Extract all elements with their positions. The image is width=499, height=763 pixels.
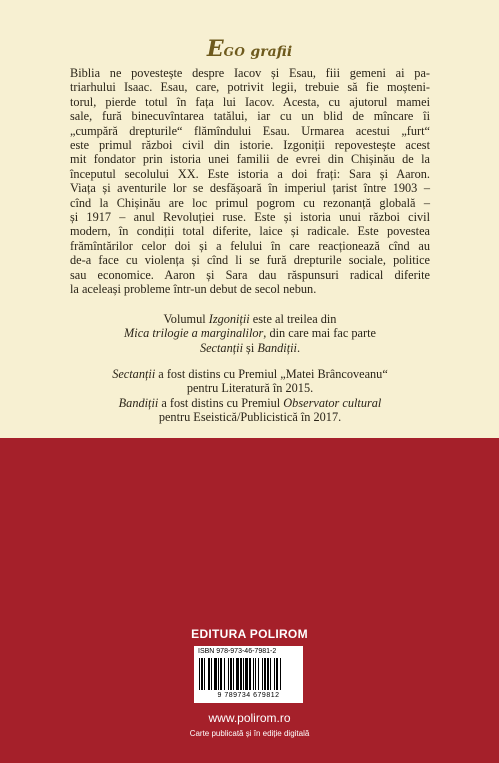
award2-text: a fost distins cu Premiul [158,395,284,410]
barcode-number: 9 789734 679812 [217,692,280,699]
volume-title: Izgoniții [208,312,250,326]
series-logo-initial: E [206,36,224,62]
desc-line: torul, pierde totul în fața lui Iacov. Acesta, cu ajutorul mamei [70,94,430,109]
award1-book: Sectanții [112,367,156,381]
volume-note-text: este al treilea din [249,312,337,326]
digital-edition-note: Carte publicată și în ediție digitală [189,729,310,738]
desc-line: mit fondator prin istoria unei familii de evrei din Chișinău de la [70,152,430,167]
publisher-name: EDITURA POLIROM [191,627,308,641]
desc-line: modern, în condiții total diferite, laice și radicale. Este povestea [70,224,430,239]
volume-note-text: și [242,340,258,355]
award2-book: Bandiții [118,395,159,410]
desc-line: la aceleași probleme într-un debut de secol nebun. [70,282,317,297]
volume-note-text: . [296,340,301,355]
book-description [70,66,430,297]
desc-line: Biblia ne povestește despre Iacov și Esau, fiii gemeni ai pa- [70,66,430,80]
awards-note [70,367,430,425]
desc-line: sale, fură binecuvîntarea tatălui, iar cu un blid de mîncare îi [70,109,430,124]
desc-line: cînd la Chișinău are loc primul pogrom cu rezonanță globală – [70,195,430,210]
trilogy-title: Mica trilogie a marginalilor [124,326,264,341]
desc-line: de-a face cu violența și cînd li se fură drepturile sociale, politice [70,253,430,268]
desc-line: Viața și aventurile lor se desfășoară în imperiul țarist între 1903 – [70,181,430,196]
sectantii-title: Sectanții [199,340,243,355]
isbn-label: ISBN 978-973-46-7981-2 [198,648,277,655]
series-logo-go: GO [223,45,246,59]
desc-line: sau economice. Aaron și Sara dau răspunsuri radical diferite [70,267,430,282]
desc-line: triarhului Isaac. Esau, care, potrivit legii, trebuie să fie moșteni- [70,80,430,95]
series-logo-grafii: grafii [250,44,293,60]
banditii-title: Bandiții [257,340,297,355]
award1-text: a fost distins cu Premiul „Matei Brâncoveanu“ [155,367,388,381]
desc-line: frămîntărilor celor doi și a felului în care reacționează cînd au [70,238,430,253]
isbn-box [194,646,303,703]
publisher-website: www.polirom.ro [208,711,291,725]
desc-line: începutul secolului XX. Este istoria a doi frați: Sara și Aaron. [70,166,430,181]
desc-line: „cumpără drepturile“ flămîndului Esau. Urmarea acestui „furt“ [70,123,430,138]
desc-line: și 1917 – anul Revoluției ruse. Este și istoria unui război civil [70,210,430,225]
desc-line: este primul război civil din istorie. Izgoniții repovestește acest [70,138,430,153]
volume-note-text: , din care mai fac parte [263,326,376,341]
volume-note-text: Volumul [163,312,209,326]
barcode [197,658,300,692]
award2-year: pentru Eseistică/Publicistică în 2017. [158,410,342,425]
volume-note [70,312,430,355]
award2-prize: Observator cultural [283,395,382,410]
award1-year: pentru Literatură în 2015. [186,381,314,396]
series-logo [0,36,499,62]
